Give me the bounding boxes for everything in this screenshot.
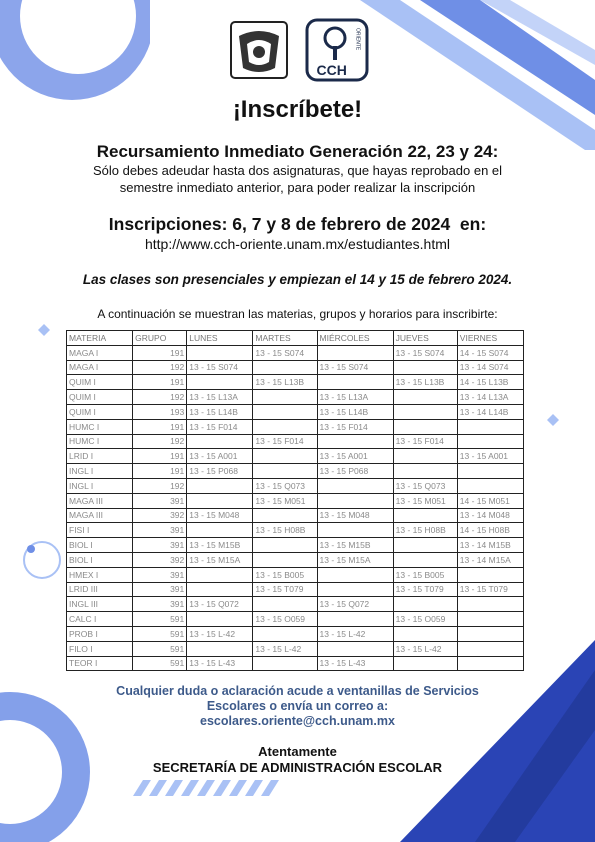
logos-header — [0, 18, 595, 82]
table-cell — [317, 612, 393, 627]
table-cell: 13 - 15 S074 — [317, 360, 393, 375]
table-cell: 13 - 15 Q073 — [253, 478, 317, 493]
table-row — [67, 419, 524, 434]
table-row — [67, 641, 524, 656]
schedule-table — [66, 330, 524, 671]
table-cell: MAGA III — [67, 493, 133, 508]
table-row — [67, 597, 524, 612]
table-cell — [457, 419, 523, 434]
table-cell — [457, 597, 523, 612]
table-cell — [457, 434, 523, 449]
inscription-dates: Inscripciones: 6, 7 y 8 de febrero de 2024 en: — [108, 214, 487, 234]
table-row — [67, 523, 524, 538]
table-cell: BIOL I — [67, 552, 133, 567]
table-cell — [253, 626, 317, 641]
table-cell: PROB I — [67, 626, 133, 641]
table-cell — [457, 612, 523, 627]
table-cell — [253, 552, 317, 567]
left-ring-decoration — [18, 536, 66, 584]
table-cell: HMEX I — [67, 567, 133, 582]
table-cell — [457, 656, 523, 671]
table-row — [67, 360, 524, 375]
table-row — [67, 538, 524, 553]
table-cell — [187, 567, 253, 582]
table-cell — [253, 449, 317, 464]
table-cell: 14 - 15 S074 — [457, 345, 523, 360]
table-cell: 13 - 15 B005 — [253, 567, 317, 582]
table-cell — [393, 656, 457, 671]
contact-info — [0, 684, 595, 729]
table-cell: 591 — [133, 641, 187, 656]
table-cell: 191 — [133, 419, 187, 434]
table-cell: 13 - 15 O059 — [253, 612, 317, 627]
page-title: ¡Inscríbete! — [232, 96, 363, 123]
table-cell — [393, 360, 457, 375]
table-cell: TEOR I — [67, 656, 133, 671]
table-row — [67, 552, 524, 567]
table-cell: 13 - 15 M15B — [317, 538, 393, 553]
table-cell: 391 — [133, 597, 187, 612]
table-cell: 391 — [133, 493, 187, 508]
table-cell: 13 - 14 L13A — [457, 390, 523, 405]
table-cell: MAGA III — [67, 508, 133, 523]
table-cell: 13 - 15 T079 — [457, 582, 523, 597]
table-cell — [253, 508, 317, 523]
table-cell: 13 - 15 Q072 — [187, 597, 253, 612]
cch-logo-campus: ORIENTE — [354, 28, 361, 51]
table-cell: 391 — [133, 567, 187, 582]
table-cell: 191 — [133, 449, 187, 464]
table-cell — [457, 464, 523, 479]
table-cell: HUMC I — [67, 419, 133, 434]
table-cell: 13 - 15 L14B — [187, 404, 253, 419]
table-cell — [393, 552, 457, 567]
table-cell: 13 - 15 F014 — [317, 419, 393, 434]
table-row — [67, 345, 524, 360]
table-cell: 13 - 15 O059 — [393, 612, 457, 627]
table-cell: 13 - 15 S074 — [393, 345, 457, 360]
table-cell — [393, 508, 457, 523]
table-cell: INGL I — [67, 464, 133, 479]
table-row — [67, 375, 524, 390]
table-cell: 13 - 15 S074 — [253, 345, 317, 360]
table-cell — [187, 582, 253, 597]
table-cell: 392 — [133, 552, 187, 567]
table-cell — [393, 404, 457, 419]
contact-email[interactable]: escolares.oriente@cch.unam.mx — [200, 714, 395, 728]
table-row — [67, 434, 524, 449]
table-cell: 392 — [133, 508, 187, 523]
table-cell — [457, 641, 523, 656]
table-cell: 13 - 14 M15B — [457, 538, 523, 553]
table-cell — [393, 419, 457, 434]
table-cell: 13 - 15 L13B — [393, 375, 457, 390]
table-cell: 191 — [133, 375, 187, 390]
table-cell: QUIM I — [67, 404, 133, 419]
column-header: VIERNES — [457, 331, 523, 346]
table-cell — [253, 538, 317, 553]
table-row — [67, 656, 524, 671]
table-row — [67, 464, 524, 479]
table-cell: 13 - 15 F014 — [393, 434, 457, 449]
table-cell: MAGA I — [67, 345, 133, 360]
table-cell: 13 - 15 L13A — [317, 390, 393, 405]
table-cell: 13 - 15 L13B — [253, 375, 317, 390]
diamond-decoration — [38, 324, 50, 336]
table-row — [67, 582, 524, 597]
table-cell: MAGA I — [67, 360, 133, 375]
table-cell: 591 — [133, 612, 187, 627]
contact-line: Cualquier duda o aclaración acude a ventanillas de Servicios — [116, 684, 479, 698]
subtitle: Recursamiento Inmediato Generación 22, 23 y 24: — [96, 142, 499, 161]
table-cell: 13 - 15 M15A — [317, 552, 393, 567]
contact-line: Escolares o envía un correo a: — [206, 699, 389, 713]
table-cell: 13 - 15 L-43 — [317, 656, 393, 671]
table-cell — [187, 523, 253, 538]
table-cell — [317, 478, 393, 493]
table-cell: 13 - 15 P068 — [317, 464, 393, 479]
table-cell — [317, 582, 393, 597]
table-cell — [457, 478, 523, 493]
table-cell: 192 — [133, 478, 187, 493]
table-cell: LRID III — [67, 582, 133, 597]
table-cell: 14 - 15 H08B — [457, 523, 523, 538]
table-cell: 192 — [133, 360, 187, 375]
table-cell: 13 - 15 M15A — [187, 552, 253, 567]
sign-off: Atentamente — [258, 744, 337, 759]
classes-note: Las clases son presenciales y empiezan el 14 y 15 de febrero 2024. — [82, 272, 513, 287]
table-cell: 13 - 15 Q072 — [317, 597, 393, 612]
column-header: MATERIA — [67, 331, 133, 346]
column-header: MARTES — [253, 331, 317, 346]
table-cell: 13 - 15 M051 — [393, 493, 457, 508]
table-cell: 13 - 15 H08B — [393, 523, 457, 538]
table-row — [67, 508, 524, 523]
table-row — [67, 626, 524, 641]
table-cell: 14 - 15 L13B — [457, 375, 523, 390]
table-cell: 13 - 15 L-42 — [253, 641, 317, 656]
table-header-row — [67, 331, 524, 346]
table-cell — [393, 464, 457, 479]
cch-logo — [305, 18, 369, 82]
diamond-decoration-right — [547, 414, 559, 426]
requirement-text — [0, 162, 595, 196]
unam-logo — [227, 18, 291, 82]
table-cell: 591 — [133, 626, 187, 641]
table-cell — [393, 449, 457, 464]
table-intro: A continuación se muestran las materias, grupos y horarios para inscribirte: — [97, 307, 498, 321]
table-row — [67, 390, 524, 405]
table-cell — [393, 538, 457, 553]
table-cell: FILO I — [67, 641, 133, 656]
table-cell — [187, 612, 253, 627]
table-cell: 13 - 15 L14B — [317, 404, 393, 419]
table-cell: 13 - 15 M048 — [317, 508, 393, 523]
table-cell: 13 - 15 Q073 — [393, 478, 457, 493]
table-cell: 13 - 15 L-42 — [187, 626, 253, 641]
bottom-hatch-decoration — [133, 780, 293, 796]
table-cell: 13 - 15 A001 — [187, 449, 253, 464]
table-cell: INGL I — [67, 478, 133, 493]
table-cell — [317, 523, 393, 538]
table-cell: 13 - 15 L-42 — [393, 641, 457, 656]
table-cell: 13 - 15 T079 — [393, 582, 457, 597]
column-header: LUNES — [187, 331, 253, 346]
table-cell — [393, 390, 457, 405]
table-cell: 13 - 15 P068 — [187, 464, 253, 479]
table-cell — [317, 434, 393, 449]
table-cell — [317, 345, 393, 360]
table-cell: 13 - 14 M048 — [457, 508, 523, 523]
column-header: GRUPO — [133, 331, 187, 346]
table-cell — [253, 464, 317, 479]
table-cell: 13 - 15 A001 — [317, 449, 393, 464]
table-cell — [187, 345, 253, 360]
table-cell — [393, 597, 457, 612]
table-cell: 14 - 15 M051 — [457, 493, 523, 508]
table-cell: 13 - 14 M15A — [457, 552, 523, 567]
table-cell: FISI I — [67, 523, 133, 538]
table-cell: LRID I — [67, 449, 133, 464]
table-cell: 13 - 15 S074 — [187, 360, 253, 375]
table-cell: 591 — [133, 656, 187, 671]
table-cell — [317, 375, 393, 390]
table-row — [67, 404, 524, 419]
table-cell — [253, 597, 317, 612]
table-cell: INGL III — [67, 597, 133, 612]
table-cell: 13 - 15 F014 — [187, 419, 253, 434]
table-cell: 13 - 15 T079 — [253, 582, 317, 597]
table-cell: 391 — [133, 582, 187, 597]
table-cell: 13 - 15 A001 — [457, 449, 523, 464]
table-row — [67, 478, 524, 493]
table-cell — [457, 626, 523, 641]
table-cell: 13 - 15 H08B — [253, 523, 317, 538]
table-cell: 192 — [133, 390, 187, 405]
table-cell: 13 - 15 B005 — [393, 567, 457, 582]
table-cell: 192 — [133, 434, 187, 449]
table-cell: 391 — [133, 523, 187, 538]
table-cell — [317, 493, 393, 508]
table-cell: 191 — [133, 345, 187, 360]
table-cell: 13 - 15 L-42 — [317, 626, 393, 641]
table-cell: QUIM I — [67, 390, 133, 405]
table-row — [67, 493, 524, 508]
table-cell — [253, 404, 317, 419]
column-header: JUEVES — [393, 331, 457, 346]
table-cell — [187, 641, 253, 656]
requirement-line: Sólo debes adeudar hasta dos asignaturas, que hayas reprobado en el — [92, 163, 503, 178]
table-cell: 13 - 15 L13A — [187, 390, 253, 405]
table-cell: 13 - 15 M051 — [253, 493, 317, 508]
department-name: SECRETARÍA DE ADMINISTRACIÓN ESCOLAR — [152, 760, 443, 775]
table-row — [67, 449, 524, 464]
table-row — [67, 567, 524, 582]
table-cell — [253, 390, 317, 405]
table-cell — [253, 419, 317, 434]
table-cell: 13 - 15 M15B — [187, 538, 253, 553]
table-cell — [393, 626, 457, 641]
table-cell: 13 - 14 L14B — [457, 404, 523, 419]
table-cell: CALC I — [67, 612, 133, 627]
cch-logo-text: CCH — [316, 62, 347, 78]
registration-url[interactable]: http://www.cch-oriente.unam.mx/estudiantes.html — [144, 236, 451, 252]
table-cell — [187, 375, 253, 390]
table-cell: 13 - 15 M048 — [187, 508, 253, 523]
table-cell: 391 — [133, 538, 187, 553]
requirement-line: semestre inmediato anterior, para poder realizar la inscripción — [119, 180, 476, 195]
table-cell — [457, 567, 523, 582]
table-cell: 13 - 14 S074 — [457, 360, 523, 375]
table-cell: BIOL I — [67, 538, 133, 553]
table-cell — [187, 434, 253, 449]
table-cell: 13 - 15 F014 — [253, 434, 317, 449]
table-cell: HUMC I — [67, 434, 133, 449]
column-header: MIÉRCOLES — [317, 331, 393, 346]
table-cell — [253, 656, 317, 671]
schedule-table-body — [67, 345, 524, 671]
table-cell: 191 — [133, 464, 187, 479]
table-cell — [317, 567, 393, 582]
table-cell — [253, 360, 317, 375]
table-cell — [187, 478, 253, 493]
table-cell — [317, 641, 393, 656]
table-cell: 193 — [133, 404, 187, 419]
table-row — [67, 612, 524, 627]
table-cell: QUIM I — [67, 375, 133, 390]
table-cell — [187, 493, 253, 508]
table-cell: 13 - 15 L-43 — [187, 656, 253, 671]
